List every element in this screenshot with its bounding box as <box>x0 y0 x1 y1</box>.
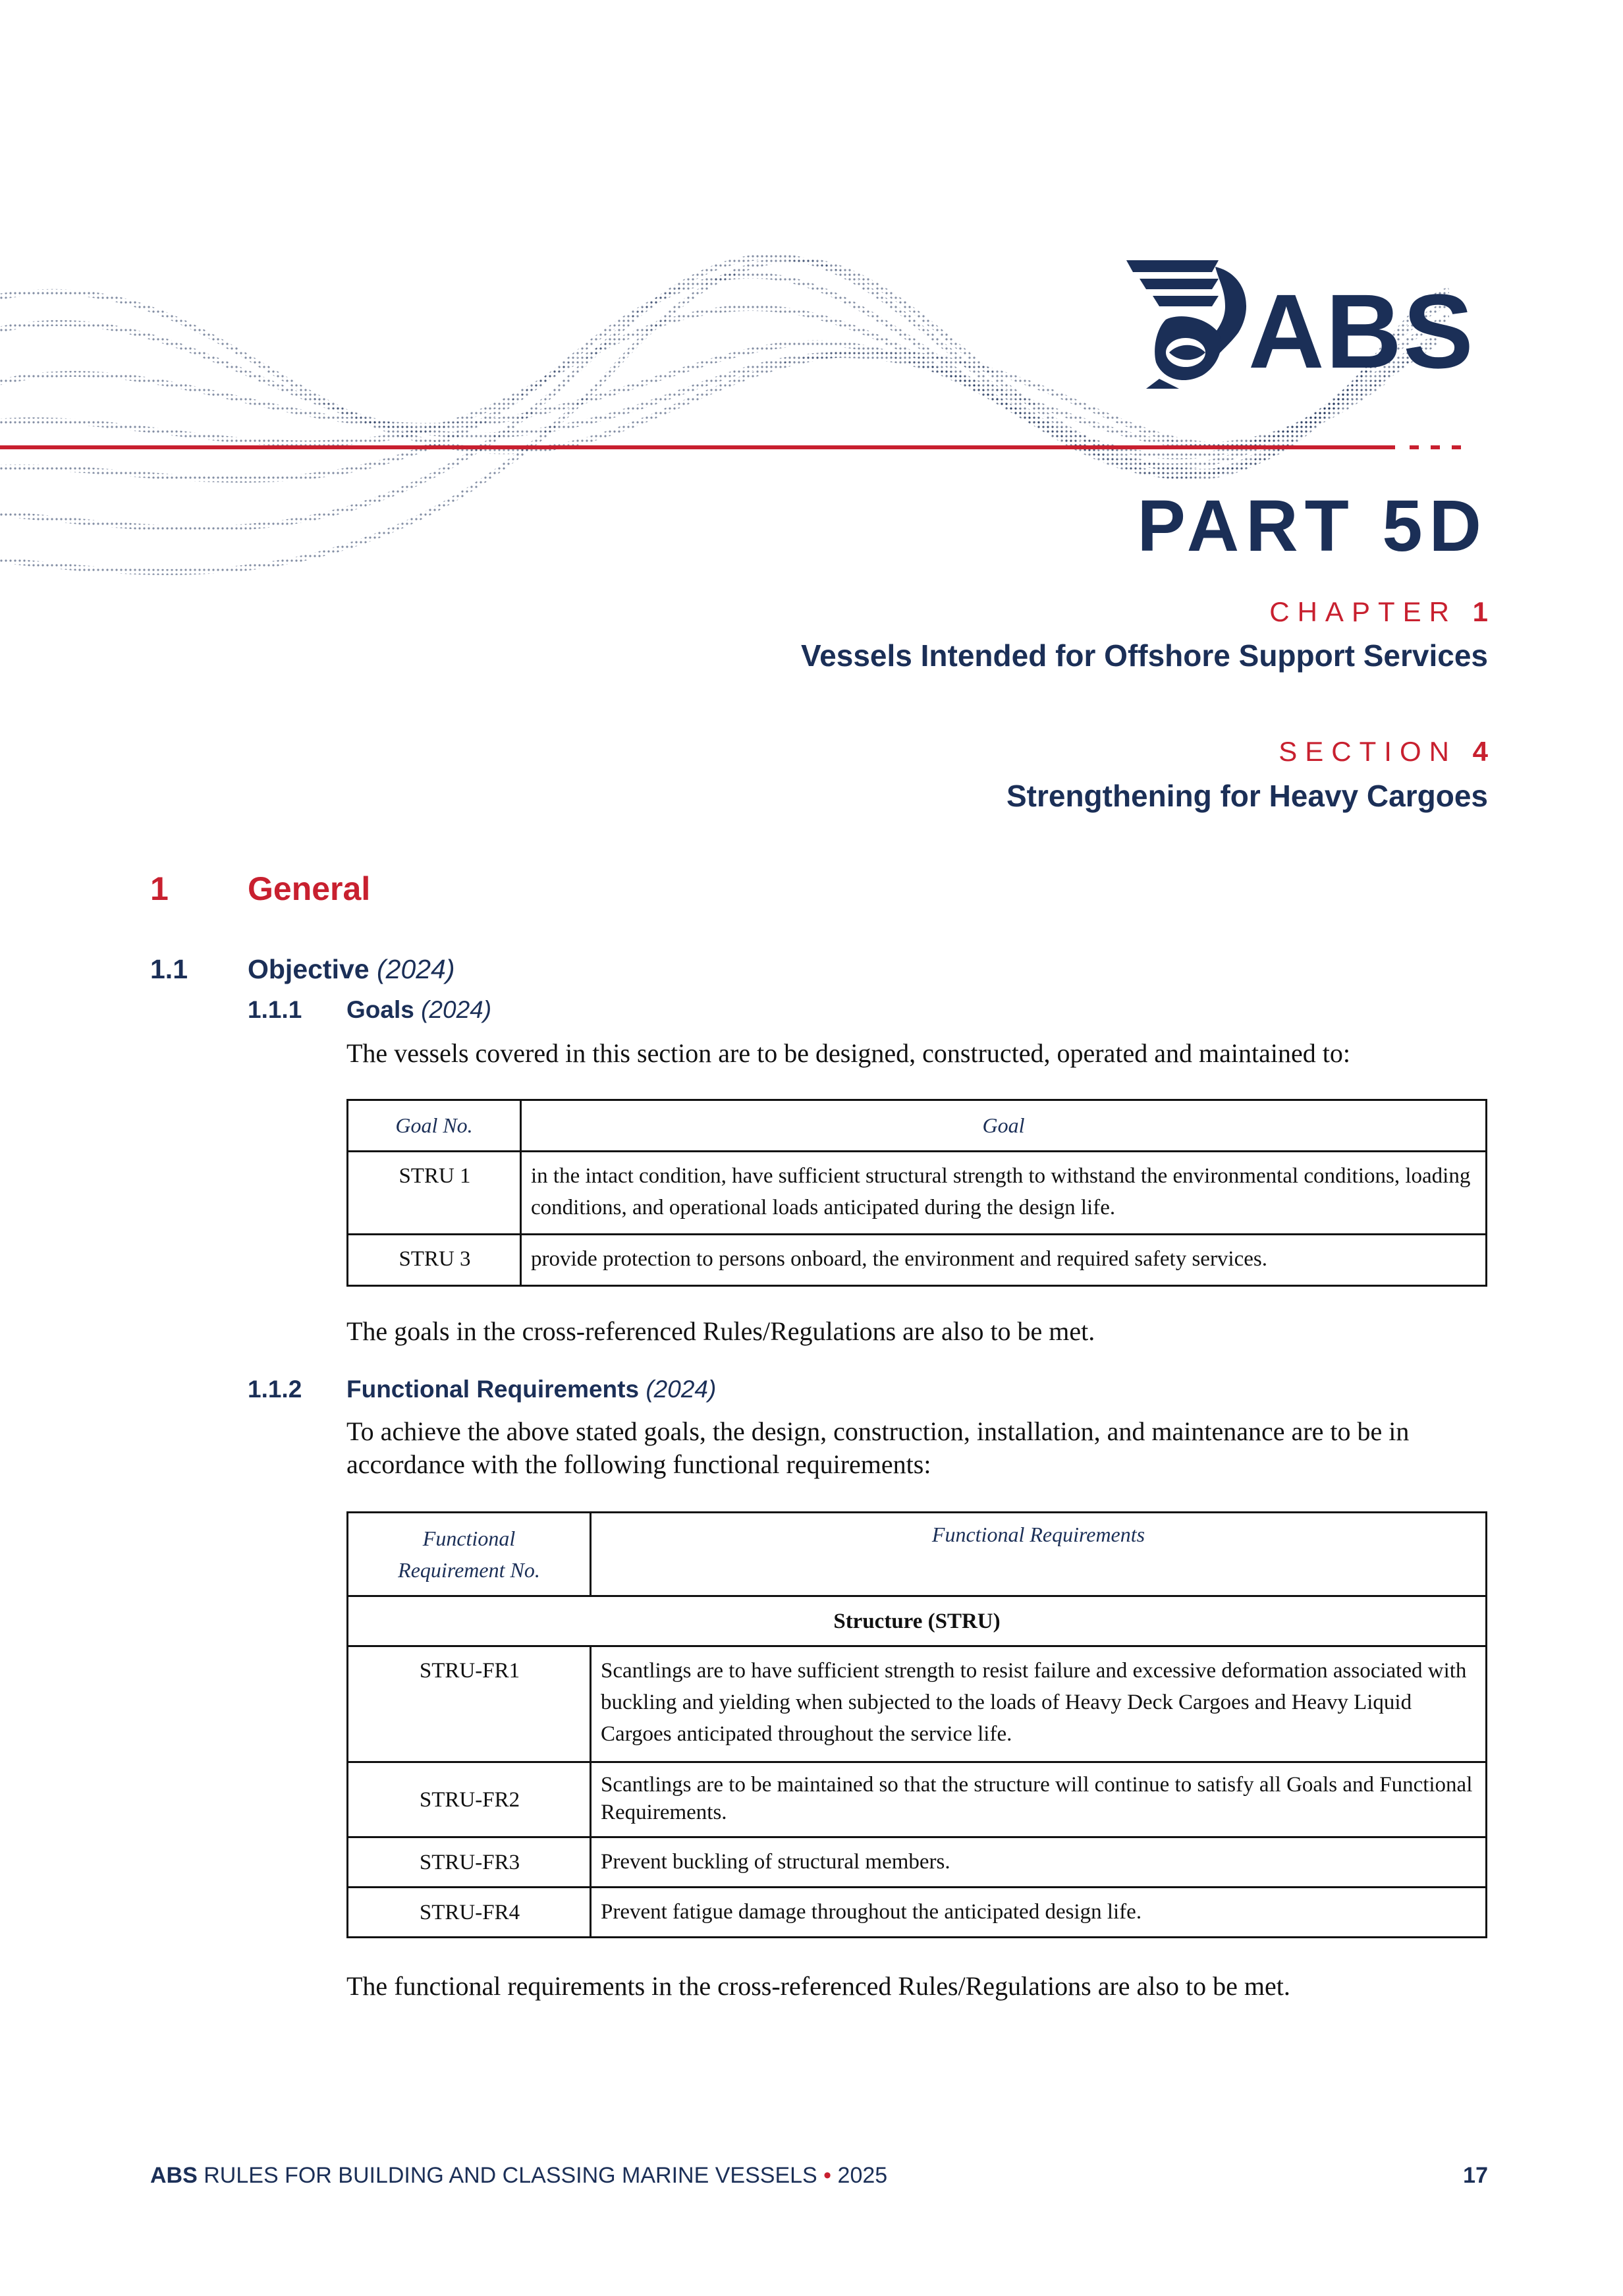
section-label <box>1279 736 1488 768</box>
chapter-label <box>1269 596 1488 628</box>
chapter-label-text: CHAPTER <box>1269 596 1457 627</box>
goals-table-header-no: Goal No. <box>348 1100 521 1152</box>
heading-1-title: General <box>248 870 371 907</box>
functional-year: (2024) <box>646 1376 717 1403</box>
heading-2-title <box>248 954 455 985</box>
goals-year: (2024) <box>421 996 492 1023</box>
requirement-text-cell: Prevent fatigue damage throughout the anticipated design life. <box>591 1888 1487 1938</box>
heading-3-goals-title <box>346 996 491 1024</box>
goal-number-cell: STRU 1 <box>348 1152 521 1235</box>
section-number: 4 <box>1472 736 1488 767</box>
goal-number-cell: STRU 3 <box>348 1235 521 1286</box>
goal-text-cell: in the intact condition, have sufficient structural strength to withstand the environmental conditions, loading conditions, and operational loads anticipated during the design life. <box>521 1152 1487 1235</box>
functional-table-header-no: Functional Requirement No. <box>348 1513 591 1596</box>
functional-table-group-row <box>348 1596 1487 1646</box>
chapter-title: Vessels Intended for Offshore Support Services <box>801 638 1488 673</box>
goal-text-cell: provide protection to persons onboard, the environment and required safety services. <box>521 1235 1487 1286</box>
table-row <box>348 1762 1487 1837</box>
footer-brand: ABS <box>150 2163 198 2188</box>
heading-2-year: (2024) <box>377 954 455 984</box>
abs-logo-text: ABS <box>1248 272 1475 390</box>
goals-after-text: The goals in the cross-referenced Rules/Regulations are also to be met. <box>346 1316 1095 1346</box>
footer-bullet: • <box>823 2163 832 2188</box>
heading-3-functional-title <box>346 1376 716 1403</box>
requirement-number-cell: STRU-FR2 <box>348 1762 591 1837</box>
abs-logo <box>1120 254 1475 399</box>
header-rule <box>0 445 1395 449</box>
goals-table-header-goal: Goal <box>521 1100 1487 1152</box>
page-number: 17 <box>1463 2163 1488 2188</box>
table-row <box>348 1888 1487 1938</box>
functional-requirements-table <box>346 1511 1487 1938</box>
heading-3-goals-number: 1.1.1 <box>248 996 302 1023</box>
functional-table-header-row <box>348 1513 1487 1596</box>
goals-table-header-row <box>348 1100 1487 1152</box>
chapter-number: 1 <box>1472 596 1488 627</box>
section-label-text: SECTION <box>1279 736 1457 767</box>
goals-intro: The vessels covered in this section are to be designed, constructed, operated and maintained to: <box>346 1038 1350 1068</box>
requirement-number-cell: STRU-FR4 <box>348 1888 591 1938</box>
table-row <box>348 1152 1487 1235</box>
table-row <box>348 1235 1487 1286</box>
functional-table-header-req: Functional Requirements <box>591 1513 1487 1596</box>
heading-2-number: 1.1 <box>150 954 188 984</box>
table-row <box>348 1646 1487 1762</box>
functional-title-text: Functional Requirements <box>346 1376 640 1403</box>
requirement-number-cell: STRU-FR3 <box>348 1837 591 1888</box>
header-rule-dots <box>1410 445 1469 449</box>
footer <box>150 2163 887 2189</box>
group-label-cell: Structure (STRU) <box>348 1596 1487 1646</box>
requirement-text-cell: Scantlings are to be maintained so that the structure will continue to satisfy all Goals and Functional Requirements. <box>591 1762 1487 1837</box>
heading-2-title-text: Objective <box>248 954 370 984</box>
functional-intro: To achieve the above stated goals, the design, construction, installation, and maintenance are to be in accordance with the following functional requirements: <box>346 1416 1410 1479</box>
heading-1-number: 1 <box>150 870 169 907</box>
section-title: Strengthening for Heavy Cargoes <box>1006 779 1488 813</box>
requirement-text-cell: Scantlings are to have sufficient strength to resist failure and excessive deformation associated with buckling and yielding when subjected to the loads of Heavy Deck Cargoes and Heavy Liquid Cargoes anticipated throughout the service life. <box>591 1646 1487 1762</box>
requirement-number-cell: STRU-FR1 <box>348 1646 591 1762</box>
functional-after-text: The functional requirements in the cross-referenced Rules/Regulations are also to be met. <box>346 1971 1290 2001</box>
part-title: PART 5D <box>1137 486 1488 567</box>
goals-title-text: Goals <box>346 996 414 1023</box>
footer-year: 2025 <box>837 2163 888 2188</box>
heading-3-functional-number: 1.1.2 <box>248 1376 302 1403</box>
footer-text: RULES FOR BUILDING AND CLASSING MARINE VESSELS <box>204 2163 817 2188</box>
goals-table <box>346 1099 1487 1287</box>
requirement-text-cell: Prevent buckling of structural members. <box>591 1837 1487 1888</box>
eagle-icon <box>1120 254 1258 392</box>
table-row <box>348 1837 1487 1888</box>
